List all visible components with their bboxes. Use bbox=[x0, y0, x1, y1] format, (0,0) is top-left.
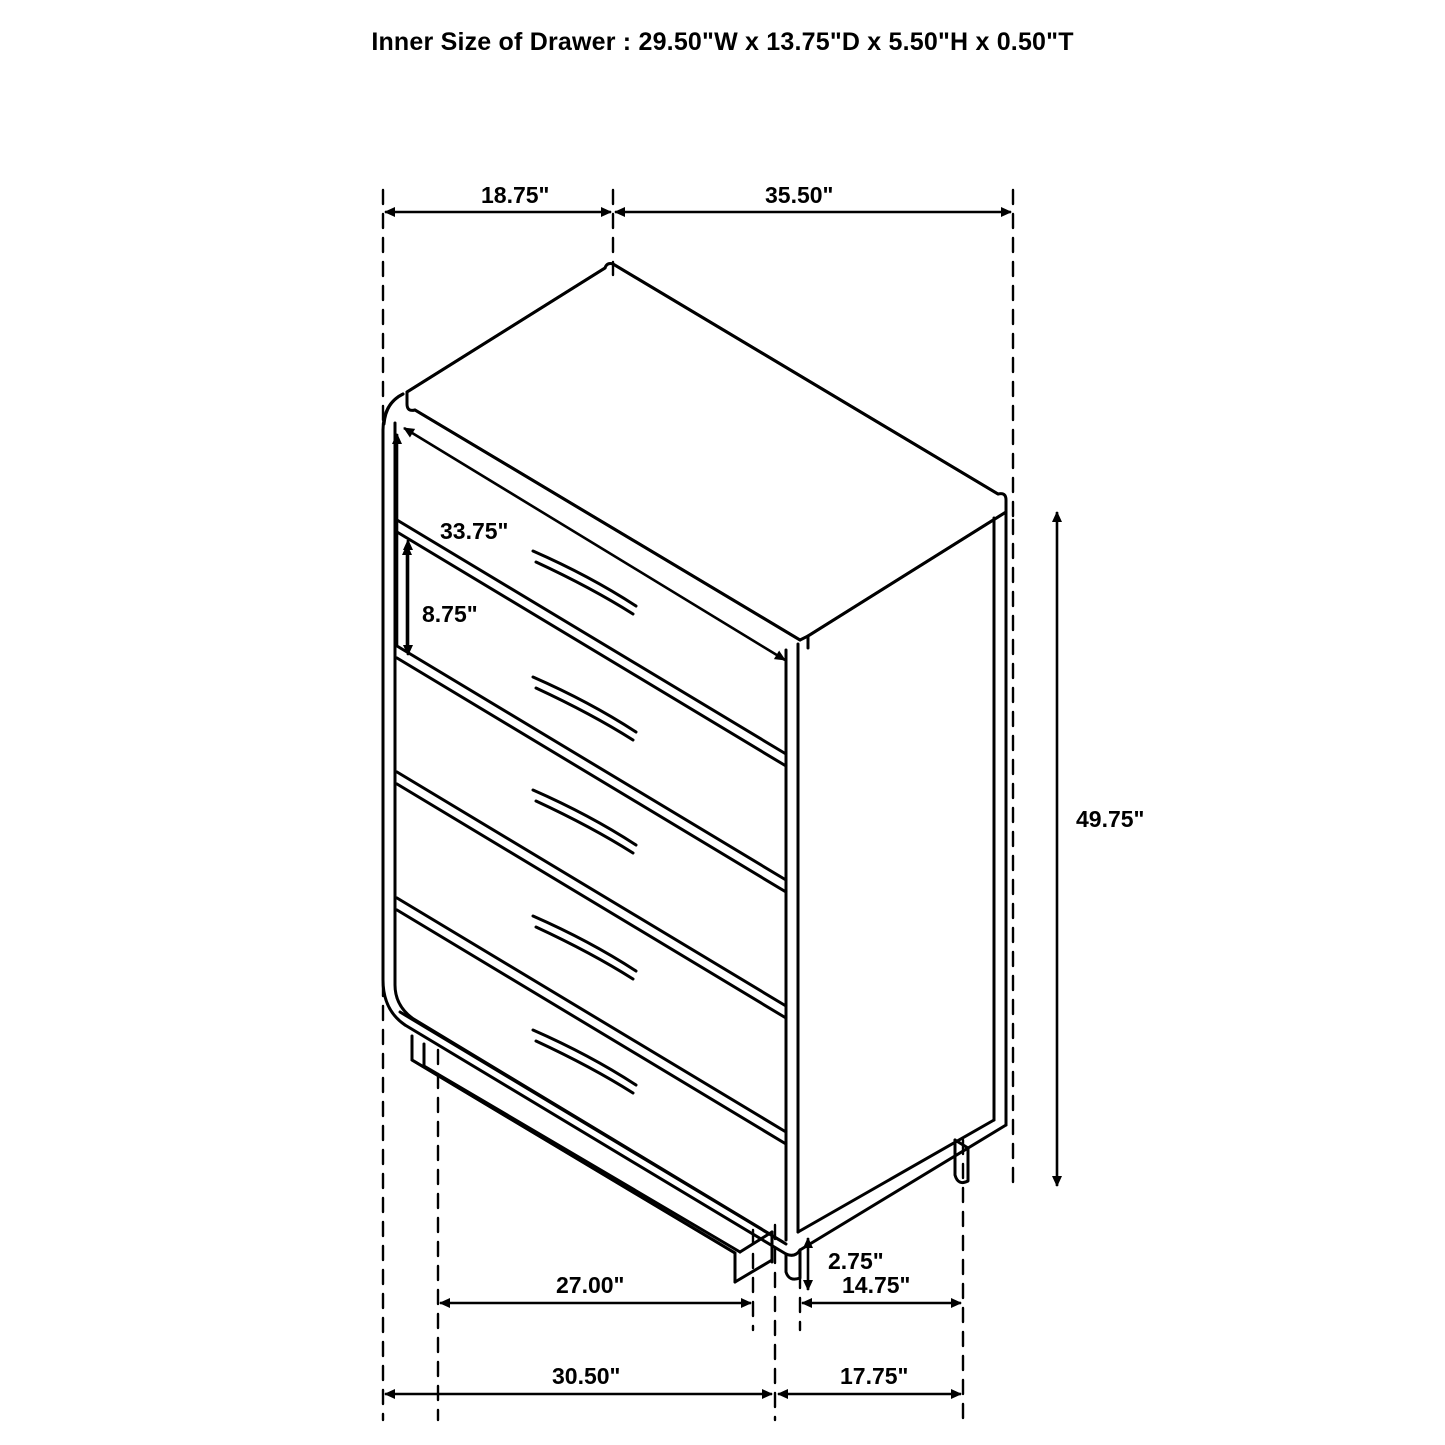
dimension-label-base-outer-width: 30.50" bbox=[552, 1363, 621, 1389]
dimension-label-drawer-front-height: 8.75" bbox=[422, 601, 478, 627]
dimension-label-base-outer-depth: 17.75" bbox=[840, 1363, 909, 1389]
dimension-label-top-left: 18.75" bbox=[481, 182, 550, 208]
chest-body bbox=[383, 264, 1006, 1256]
dimension-label-drawer-front-width: 33.75" bbox=[440, 518, 509, 544]
extension-lines bbox=[383, 190, 1013, 1420]
dimension-label-base-inner-width: 27.00" bbox=[556, 1272, 625, 1298]
dimension-label-leg-height: 2.75" bbox=[828, 1248, 884, 1274]
dimension-label-overall-height: 49.75" bbox=[1076, 806, 1145, 832]
dimension-label-top-right: 35.50" bbox=[765, 182, 834, 208]
page-title: Inner Size of Drawer : 29.50"W x 13.75"D x 5.50"H x 0.50"T bbox=[371, 28, 1074, 56]
dimension-arrows bbox=[385, 212, 1057, 1394]
dimension-label-base-side-depth: 14.75" bbox=[842, 1272, 911, 1298]
